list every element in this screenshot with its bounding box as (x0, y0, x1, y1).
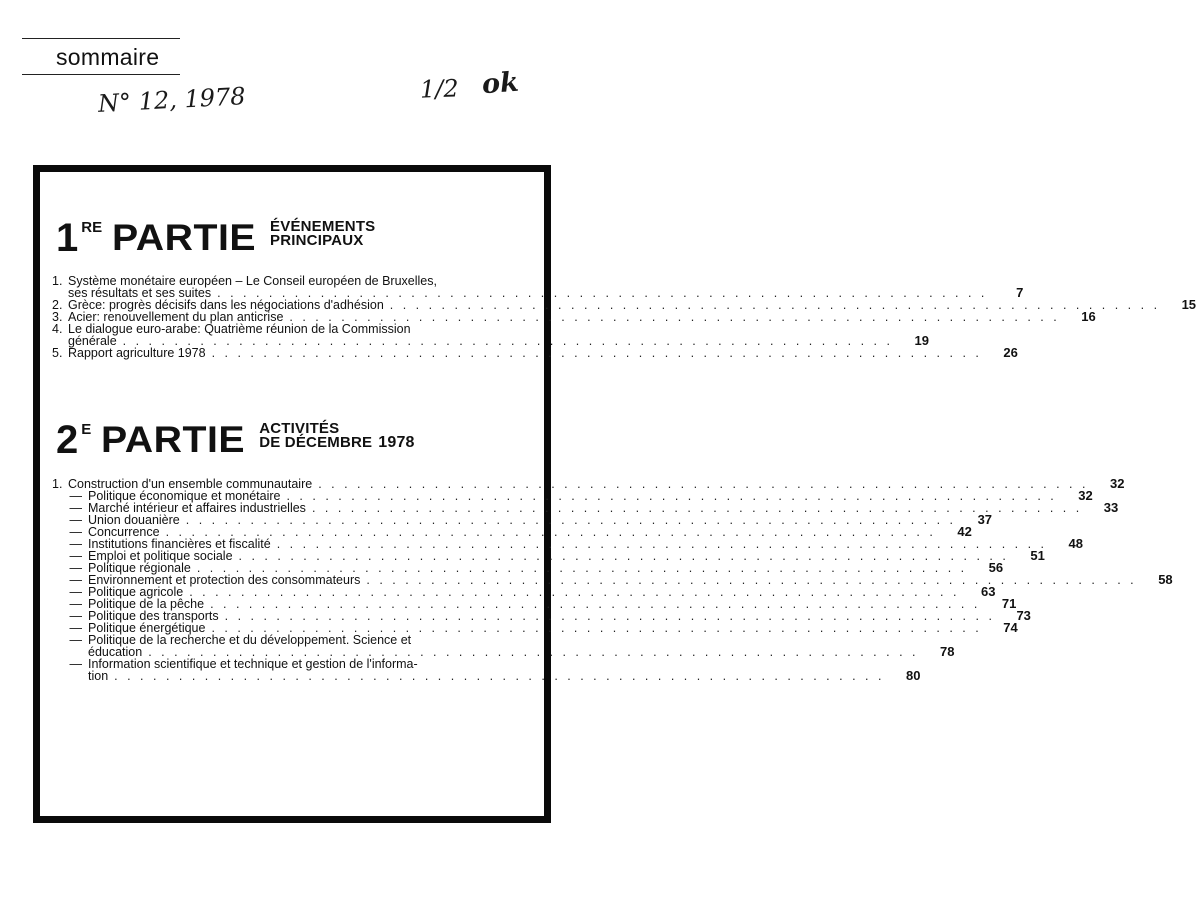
toc-entry-label: éducation (88, 645, 143, 659)
toc-entry-dash: — (69, 621, 82, 635)
toc-leader-dots: . . . . . . . . . . . . . . . . . . . . . . . . . . . . . . . . . . . . . . . . . . . . . . . . . . . . . . . . . . . . (114, 669, 885, 683)
toc-entry-label: tion (88, 669, 109, 683)
toc-entry-label: Politique agricole (88, 585, 184, 599)
toc-entry-indent (52, 538, 62, 550)
toc-entry-label: Rapport agriculture 1978 (68, 346, 206, 360)
toc-leader-dots: . . . . . . . . . . . . . . . . . . . . . . . . . . . . . . . . . . . . . . . . . . . . . . . . . . . . . . . . . . . . (211, 621, 982, 635)
toc-entry-indent (52, 574, 62, 586)
toc-entry-dash: — (69, 657, 82, 671)
toc-entry-indent (52, 514, 62, 526)
toc-leader-dots: . . . . . . . . . . . . . . . . . . . . . . . . . . . . . . . . . . . . . . . . . . . . . . . . . . . . . . . . . . . . (276, 537, 1048, 551)
toc-entry-indent (52, 622, 62, 634)
toc-entry-label: Environnement et protection des consommateurs (88, 573, 361, 587)
toc-entry-dash: — (69, 561, 82, 575)
toc-entry-label: Union douanière (88, 513, 180, 527)
handwritten-page-note: 1/2 (419, 74, 460, 104)
toc-entry-indent (52, 502, 62, 514)
toc-entry-number: 3. (52, 310, 63, 324)
toc-entry (52, 274, 1024, 300)
toc-entry-label: ses résultats et ses suites (68, 286, 212, 300)
toc-entry-label: Le dialogue euro-arabe: Quatrième réunion de la Commission (68, 322, 411, 336)
toc-entry-indent (52, 562, 62, 574)
handwritten-issue-note: N° 12, 1978 (97, 82, 247, 118)
part-2-word: PARTIE (101, 419, 246, 460)
toc-entry-dash: — (69, 573, 82, 587)
toc-leader-dots: . . . . . . . . . . . . . . . . . . . . . . . . . . . . . . . . . . . . . . . . . . . . . . . . . . . . . . . . . . . . (122, 334, 893, 348)
toc-entry (52, 345, 1018, 360)
toc-entry-indent (52, 634, 62, 658)
toc-entry-indent (52, 526, 62, 538)
toc-leader-dots: . . . . . . . . . . . . . . . . . . . . . . . . . . . . . . . . . . . . . . . . . . . . . . . . . . . . . . . . . . . . (318, 477, 1089, 491)
toc-entry-text (88, 658, 920, 682)
toc-entry-number: 4. (52, 322, 63, 336)
toc-leader-dots: . . . . . . . . . . . . . . . . . . . . . . . . . . . . . . . . . . . . . . . . . . . . . . . . . . . . . . . . . . . . (165, 525, 936, 539)
toc-entry-text (68, 323, 929, 347)
toc-leader-dots: . . . . . . . . . . . . . . . . . . . . . . . . . . . . . . . . . . . . . . . . . . . . . . . . . . . . . . . . . . . . (189, 585, 960, 599)
toc-page-number: 78 (940, 644, 955, 659)
part-2-subtitle (259, 422, 414, 450)
toc-page-number: 7 (1016, 285, 1024, 300)
toc-entry-dash: — (69, 489, 82, 503)
toc-entry-label: Politique de la pêche (88, 597, 205, 611)
part-1-word: PARTIE (112, 217, 257, 258)
toc-entry (52, 322, 929, 348)
toc-leader-dots: . . . . . . . . . . . . . . . . . . . . . . . . . . . . . . . . . . . . . . . . . . . . . . . . . . . . . . . . . . . . (289, 310, 1060, 324)
part-1-subtitle (270, 220, 375, 248)
toc-page-number: 33 (1103, 500, 1119, 515)
toc-leader-dots: . . . . . . . . . . . . . . . . . . . . . . . . . . . . . . . . . . . . . . . . . . . . . . . . . . . . . . . . . . . . (211, 346, 982, 360)
toc-entry-label: Politique énergétique (88, 621, 206, 635)
toc-entry-label: Emploi et politique sociale (88, 549, 233, 563)
part-2-contents (52, 476, 1173, 683)
toc-page-number: 80 (905, 668, 921, 683)
toc-entry-label: Information scientifique et technique et gestion de l'informa- (88, 657, 418, 671)
toc-page-number: 51 (1030, 548, 1045, 563)
toc-entry-indent (52, 490, 62, 502)
toc-page-number: 26 (1003, 345, 1018, 360)
toc-leader-dots: . . . . . . . . . . . . . . . . . . . . . . . . . . . . . . . . . . . . . . . . . . . . . . . . . . . . . . . . . . . . (148, 645, 919, 659)
toc-entry-number: 1. (52, 274, 63, 288)
toc-entry-dash: — (69, 525, 82, 539)
toc-entry-dash: — (69, 513, 82, 527)
toc-entry-indent (52, 550, 62, 562)
part-1-suffix: RE (81, 219, 103, 236)
toc-page-number: 32 (1110, 476, 1125, 491)
part-2-number: 2 (56, 418, 79, 462)
toc-entry-text (88, 634, 955, 658)
part-1-contents (52, 274, 1196, 360)
part-2-subtitle-year: 1978 (378, 434, 415, 451)
part-1-subtitle-line1: ÉVÉNEMENTS (270, 218, 376, 235)
toc-page-number: 63 (981, 584, 996, 599)
toc-entry-label: Politique régionale (88, 561, 191, 575)
toc-page-number: 74 (1003, 620, 1018, 635)
toc-entry (52, 657, 921, 683)
toc-leader-dots: . . . . . . . . . . . . . . . . . . . . . . . . . . . . . . . . . . . . . . . . . . . . . . . . . . . . . . . . . . . . (389, 298, 1161, 312)
toc-entry-label: Institutions financières et fiscalité (88, 537, 271, 551)
part-2-suffix: E (81, 421, 92, 438)
toc-entry-text (68, 275, 1023, 299)
toc-leader-dots: . . . . . . . . . . . . . . . . . . . . . . . . . . . . . . . . . . . . . . . . . . . . . . . . . . . . . . . . . . . . (366, 573, 1137, 587)
toc-entry-text (68, 347, 1018, 359)
part-2-subtitle-line1: ACTIVITÉS (259, 420, 340, 437)
toc-leader-dots: . . . . . . . . . . . . . . . . . . . . . . . . . . . . . . . . . . . . . . . . . . . . . . . . . . . . . . . . . . . . (224, 609, 995, 623)
toc-entry (52, 633, 955, 659)
toc-entry-number: 1. (52, 477, 63, 491)
toc-entry-dash: — (69, 633, 82, 647)
part-2-heading (56, 420, 415, 460)
toc-entry-line (68, 347, 1018, 359)
toc-page-number: 48 (1068, 536, 1084, 551)
toc-page-number: 73 (1016, 608, 1031, 623)
toc-page-number: 37 (977, 512, 993, 527)
title-underline (22, 74, 180, 75)
toc-entry-label: Acier: renouvellement du plan anticrise (68, 310, 284, 324)
toc-entry-label: Marché intérieur et affaires industrielles (88, 501, 306, 515)
toc-entry-label: Politique de la recherche et du développement. Science et (88, 633, 412, 647)
handwritten-ok-note: ok (480, 66, 520, 101)
toc-entry-label: Politique économique et monétaire (88, 489, 281, 503)
toc-entry-label: Construction d'un ensemble communautaire (68, 477, 313, 491)
toc-entry-number: 2. (52, 298, 63, 312)
part-1-heading (56, 218, 375, 258)
part-1-subtitle-line2: PRINCIPAUX (270, 232, 364, 249)
toc-entry-line (88, 670, 920, 682)
toc-page-number: 19 (914, 333, 929, 348)
toc-page-number: 15 (1181, 297, 1196, 312)
toc-leader-dots: . . . . . . . . . . . . . . . . . . . . . . . . . . . . . . . . . . . . . . . . . . . . . . . . . . . . . . . . . . . . (185, 513, 957, 527)
part-2-subtitle-line2: DE DÉCEMBRE (259, 434, 373, 451)
toc-entry-indent (52, 586, 62, 598)
toc-leader-dots: . . . . . . . . . . . . . . . . . . . . . . . . . . . . . . . . . . . . . . . . . . . . . . . . . . . . . . . . . . . . (217, 286, 988, 300)
toc-entry-number: 5. (52, 346, 63, 360)
toc-leader-dots: . . . . . . . . . . . . . . . . . . . . . . . . . . . . . . . . . . . . . . . . . . . . . . . . . . . . . . . . . . . . (210, 597, 981, 611)
toc-entry-dash: — (69, 501, 82, 515)
toc-entry-label: Concurrence (88, 525, 160, 539)
toc-entry-label: Politique des transports (88, 609, 219, 623)
toc-leader-dots: . . . . . . . . . . . . . . . . . . . . . . . . . . . . . . . . . . . . . . . . . . . . . . . . . . . . . . . . . . . . (196, 561, 968, 575)
toc-entry-dash: — (69, 537, 82, 551)
toc-entry-dash: — (69, 597, 82, 611)
toc-entry-label: Système monétaire européen – Le Conseil européen de Bruxelles, (68, 274, 437, 288)
toc-entry-label: Grèce: progrès décisifs dans les négociations d'adhésion (68, 298, 384, 312)
toc-entry-indent (52, 598, 62, 610)
toc-page-number: 32 (1078, 488, 1093, 503)
toc-leader-dots: . . . . . . . . . . . . . . . . . . . . . . . . . . . . . . . . . . . . . . . . . . . . . . . . . . . . . . . . . . . . (286, 489, 1057, 503)
toc-entry-dash: — (69, 585, 82, 599)
toc-page-number: 42 (957, 524, 972, 539)
part-1-number: 1 (56, 216, 79, 260)
toc-page-number: 58 (1158, 572, 1173, 587)
toc-entry-indent (52, 610, 62, 622)
toc-page-number: 16 (1081, 309, 1096, 324)
toc-entry-dash: — (69, 549, 82, 563)
top-rule (22, 38, 180, 39)
toc-page-number: 71 (1001, 596, 1017, 611)
toc-entry-label: générale (68, 334, 117, 348)
toc-leader-dots: . . . . . . . . . . . . . . . . . . . . . . . . . . . . . . . . . . . . . . . . . . . . . . . . . . . . . . . . . . . . (311, 501, 1083, 515)
toc-entry-dash: — (69, 609, 82, 623)
toc-leader-dots: . . . . . . . . . . . . . . . . . . . . . . . . . . . . . . . . . . . . . . . . . . . . . . . . . . . . . . . . . . . . (238, 549, 1009, 563)
page-title: sommaire (56, 44, 160, 70)
toc-page-number: 56 (988, 560, 1004, 575)
toc-entry-indent (52, 658, 62, 682)
